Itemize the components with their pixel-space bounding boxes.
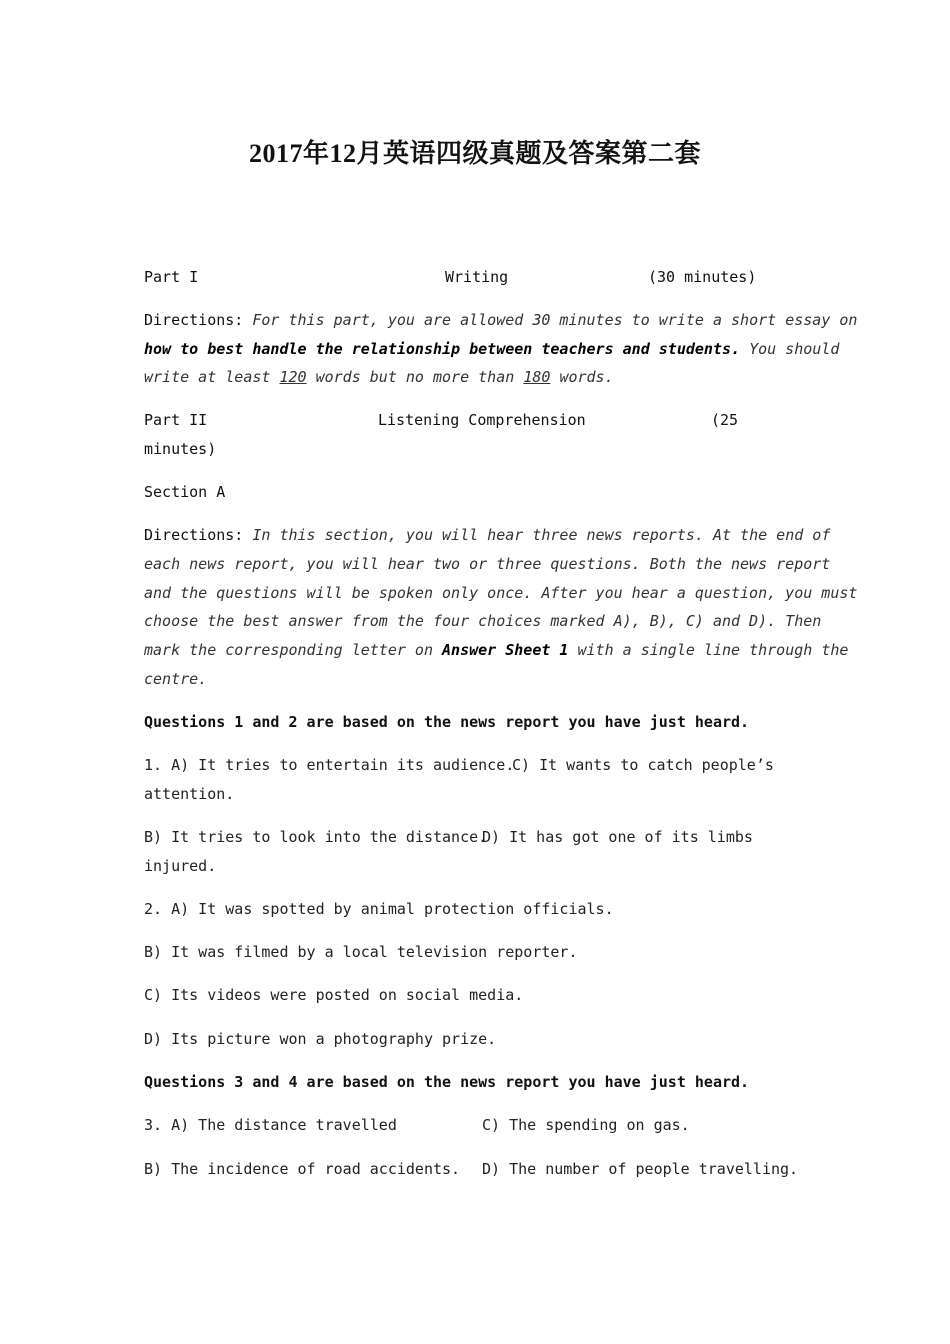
q3-option-d: D) The number of people travelling. xyxy=(482,1160,799,1178)
directions1-line1 xyxy=(144,310,858,330)
part2-name: Listening Comprehension xyxy=(378,411,586,429)
directions2-line2: each news report, you will hear two or three questions. Both the news report xyxy=(144,555,831,573)
section-a-heading: Section A xyxy=(144,483,226,501)
part2-time-cont: minutes) xyxy=(144,440,217,458)
directions2-text: with a single line through the xyxy=(577,641,849,659)
q2-option-d: D) Its picture won a photography prize. xyxy=(144,1030,497,1048)
q2-option-b: B) It was filmed by a local television reporter. xyxy=(144,943,578,961)
directions1-text: words but no more than xyxy=(315,368,515,386)
part1-name: Writing xyxy=(445,268,509,286)
directions2-line4: choose the best answer from the four choices marked A), B), C) and D). Then xyxy=(144,612,822,630)
directions2-label: Directions: xyxy=(144,526,244,544)
part1-label: Part I xyxy=(144,268,199,286)
directions2-line6: centre. xyxy=(144,670,208,688)
essay-topic: how to best handle the relationship between teachers and students. xyxy=(144,340,741,358)
q1-option-d: D) It has got one of its limbs xyxy=(482,828,753,846)
min-words: 120 xyxy=(279,368,307,386)
q1-option-c-cont: attention. xyxy=(144,785,235,803)
q3-option-b: B) The incidence of road accidents. xyxy=(144,1160,461,1178)
q2-option-c: C) Its videos were posted on social media. xyxy=(144,986,524,1004)
directions1-text: write at least xyxy=(144,368,271,386)
directions1-text: For this part, you are allowed 30 minutes to write a short essay on xyxy=(252,311,858,329)
question-group-2: Questions 3 and 4 are based on the news report you have just heard. xyxy=(144,1073,750,1091)
directions2-line1 xyxy=(144,525,831,545)
directions1-line2 xyxy=(144,339,840,359)
directions1-line3 xyxy=(144,367,808,387)
answer-sheet-ref: Answer Sheet 1 xyxy=(442,641,569,659)
q3-option-c: C) The spending on gas. xyxy=(482,1116,690,1134)
directions2-line3: and the questions will be spoken only once. After you hear a question, you must xyxy=(144,584,858,602)
directions2-text: mark the corresponding letter on xyxy=(144,641,433,659)
directions1-label: Directions: xyxy=(144,311,244,329)
q1-option-c: C) It wants to catch people’s xyxy=(512,756,774,774)
q1-option-b: B) It tries to look into the distance. xyxy=(144,828,488,846)
q1-option-d-cont: injured. xyxy=(144,857,217,875)
directions2-text: In this section, you will hear three news reports. At the end of xyxy=(252,526,831,544)
part1-time: (30 minutes) xyxy=(648,268,757,286)
directions1-text: You should xyxy=(749,340,840,358)
question-group-1: Questions 1 and 2 are based on the news report you have just heard. xyxy=(144,713,750,731)
q2-option-a: 2. A) It was spotted by animal protection officials. xyxy=(144,900,614,918)
directions1-text: words. xyxy=(559,368,614,386)
part2-time: (25 xyxy=(711,411,739,429)
q1-option-a: 1. A) It tries to entertain its audience. xyxy=(144,756,515,774)
max-words: 180 xyxy=(523,368,551,386)
page-title: 2017年12月英语四级真题及答案第二套 xyxy=(248,139,701,168)
part2-label: Part II xyxy=(144,411,208,429)
directions2-line5 xyxy=(144,640,849,660)
q3-option-a: 3. A) The distance travelled xyxy=(144,1116,397,1134)
